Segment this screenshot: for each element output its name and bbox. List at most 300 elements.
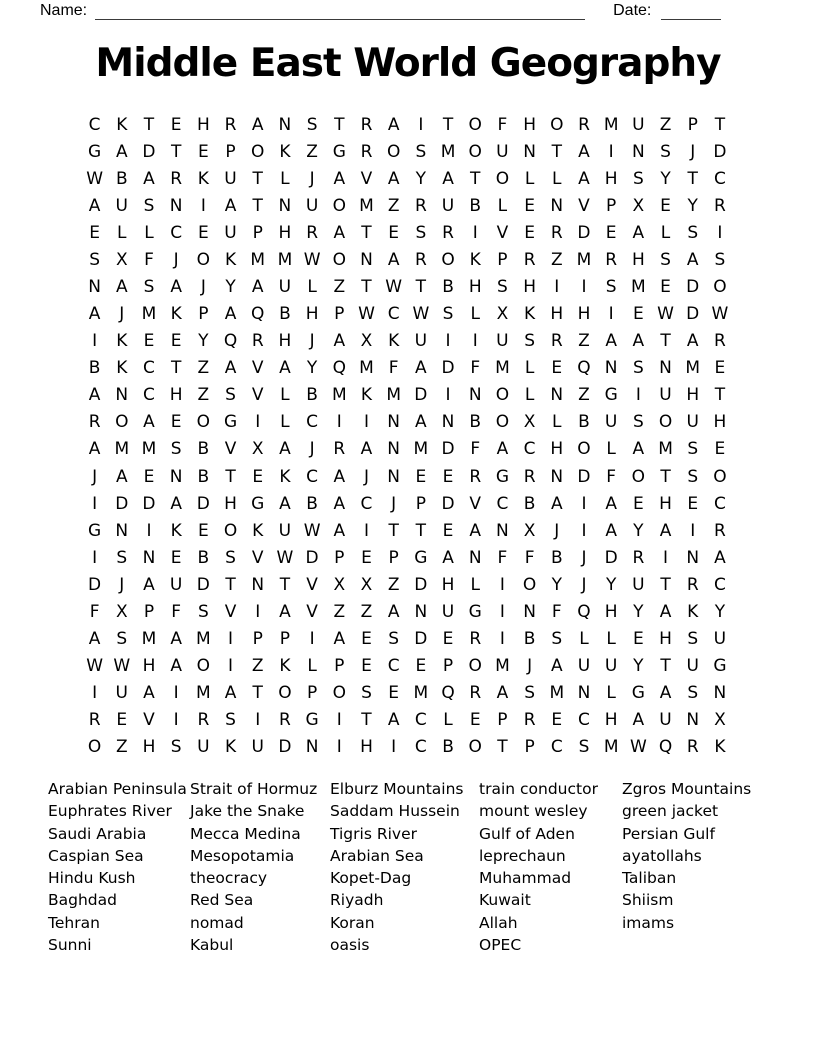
word-list-item: Kabul: [190, 936, 234, 955]
grid-letter: C: [387, 656, 400, 677]
grid-letter: V: [306, 601, 318, 622]
grid-letter: H: [468, 277, 482, 297]
grid-letter: E: [442, 466, 454, 487]
grid-letter: S: [225, 547, 236, 568]
grid-letter: Y: [633, 520, 644, 541]
grid-letter: A: [333, 331, 346, 352]
grid-letter: N: [659, 358, 672, 379]
grid-letter: O: [522, 574, 537, 595]
grid-letter: D: [686, 304, 700, 325]
grid-letter: A: [88, 629, 101, 650]
grid-letter: I: [309, 629, 315, 650]
grid-letter: J: [309, 331, 315, 352]
grid-letter: T: [170, 141, 182, 162]
grid-letter: O: [332, 249, 346, 270]
grid-letter: N: [278, 195, 292, 216]
grid-letter: A: [387, 168, 400, 189]
grid-letter: F: [497, 547, 508, 568]
grid-letter: T: [170, 358, 182, 379]
grid-letter: U: [441, 195, 455, 216]
word-list-item: train conductor: [479, 780, 598, 798]
grid-letter: G: [305, 710, 319, 731]
grid-letter: R: [523, 710, 536, 731]
grid-letter: F: [171, 601, 182, 622]
grid-letter: V: [224, 439, 237, 460]
grid-letter: S: [551, 629, 563, 650]
grid-letter: L: [552, 412, 562, 433]
grid-letter: P: [252, 222, 263, 243]
word-list-item: Elburz Mountains: [330, 780, 464, 798]
grid-letter: T: [660, 466, 671, 487]
grid-letter: A: [442, 547, 454, 568]
grid-letter: D: [88, 574, 102, 595]
grid-letter: I: [717, 222, 723, 243]
grid-letter: M: [603, 737, 619, 758]
grid-letter: O: [115, 412, 129, 433]
grid-letter: U: [577, 656, 591, 677]
grid-letter: S: [660, 141, 671, 162]
grid-letter: A: [333, 629, 346, 650]
grid-letter: W: [711, 304, 729, 325]
word-list-item: leprechaun: [479, 846, 566, 865]
grid-letter: C: [713, 574, 726, 595]
grid-letter: T: [143, 114, 155, 135]
grid-letter: B: [523, 493, 536, 514]
name-blank-line: [95, 3, 585, 20]
grid-letter: V: [143, 710, 155, 731]
grid-letter: A: [469, 520, 482, 541]
grid-letter: W: [113, 656, 131, 677]
grid-letter: I: [472, 331, 478, 352]
grid-letter: D: [577, 466, 591, 487]
grid-letter: A: [550, 656, 563, 677]
grid-letter: V: [469, 493, 482, 514]
grid-letter: C: [414, 710, 427, 731]
grid-letter: A: [115, 141, 128, 162]
grid-letter: W: [86, 168, 103, 189]
grid-letter: S: [170, 737, 182, 758]
grid-letter: N: [604, 358, 618, 379]
grid-letter: R: [224, 114, 237, 135]
grid-letter: Q: [577, 358, 591, 379]
grid-letter: J: [363, 466, 369, 487]
grid-letter: H: [523, 114, 536, 135]
grid-letter: W: [303, 249, 321, 270]
word-list-column: [622, 778, 751, 956]
grid-letter: N: [577, 683, 591, 704]
grid-letter: C: [713, 168, 726, 189]
grid-letter: E: [89, 222, 100, 243]
word-list-item: theocracy: [190, 869, 268, 888]
grid-letter: H: [550, 439, 564, 460]
grid-letter: R: [88, 412, 101, 433]
grid-letter: E: [469, 710, 481, 731]
grid-letter: K: [279, 656, 291, 677]
grid-letter: P: [497, 710, 508, 731]
grid-letter: R: [469, 466, 482, 487]
grid-letter: G: [495, 466, 509, 487]
grid-letter: U: [713, 629, 727, 650]
grid-letter: U: [686, 656, 699, 677]
grid-letter: M: [250, 249, 266, 270]
grid-letter: N: [550, 385, 564, 406]
grid-letter: T: [660, 574, 671, 595]
grid-letter: S: [116, 629, 128, 650]
grid-letter: X: [714, 710, 726, 731]
grid-letter: H: [686, 385, 700, 406]
grid-letter: Y: [551, 574, 562, 595]
grid-letter: N: [278, 114, 292, 135]
grid-letter: H: [604, 710, 618, 731]
grid-letter: E: [442, 520, 454, 541]
grid-letter: P: [442, 656, 454, 677]
grid-letter: O: [87, 737, 102, 758]
grid-letter: B: [306, 385, 318, 406]
grid-letter: S: [524, 331, 535, 352]
grid-letter: T: [252, 168, 263, 189]
grid-letter: L: [552, 168, 562, 189]
grid-letter: M: [440, 141, 456, 162]
grid-letter: R: [550, 222, 563, 243]
grid-letter: H: [659, 629, 672, 650]
word-list-item: Allah: [479, 913, 518, 932]
grid-letter: X: [523, 520, 536, 541]
grid-letter: M: [331, 385, 347, 406]
grid-letter: S: [143, 195, 155, 216]
word-list: [48, 778, 751, 956]
grid-letter: O: [468, 141, 482, 162]
grid-letter: B: [469, 195, 482, 216]
grid-letter: O: [713, 466, 727, 487]
grid-letter: G: [88, 520, 102, 541]
grid-letter: I: [228, 656, 234, 677]
grid-letter: T: [442, 114, 454, 135]
word-search-grid: [81, 111, 734, 761]
grid-letter: I: [635, 385, 641, 406]
grid-letter: N: [523, 141, 536, 162]
grid-letter: Z: [333, 601, 346, 622]
grid-letter: E: [442, 629, 454, 650]
grid-letter: B: [442, 277, 454, 297]
grid-letter: E: [197, 141, 209, 162]
grid-letter: A: [333, 520, 346, 541]
grid-letter: I: [391, 737, 397, 758]
grid-letter: R: [578, 114, 590, 135]
worksheet-header: [40, 0, 740, 20]
grid-letter: W: [303, 520, 321, 541]
grid-letter: I: [445, 385, 451, 406]
grid-letter: J: [119, 304, 125, 325]
grid-letter: F: [606, 466, 617, 487]
grid-letter: O: [468, 737, 482, 758]
grid-letter: V: [224, 601, 237, 622]
grid-letter: S: [442, 304, 454, 325]
grid-letter: H: [224, 493, 237, 514]
grid-letter: I: [581, 520, 587, 541]
grid-letter: I: [92, 493, 98, 514]
grid-letter: U: [659, 385, 672, 406]
grid-letter: M: [549, 683, 565, 704]
grid-letter: N: [305, 737, 319, 758]
grid-letter: D: [115, 493, 129, 514]
grid-letter: A: [496, 439, 509, 460]
grid-letter: T: [551, 141, 562, 162]
grid-letter: I: [472, 222, 478, 243]
grid-letter: I: [200, 195, 206, 216]
grid-letter: V: [251, 547, 264, 568]
grid-letter: A: [88, 195, 101, 216]
grid-letter: N: [414, 601, 428, 622]
grid-letter: S: [524, 683, 535, 704]
grid-letter: P: [198, 304, 209, 325]
grid-letter: O: [631, 466, 646, 487]
grid-letter: A: [659, 601, 672, 622]
grid-letter: R: [686, 737, 699, 758]
grid-letter: X: [632, 195, 645, 216]
grid-letter: S: [415, 222, 427, 243]
grid-letter: H: [169, 385, 183, 406]
grid-letter: U: [414, 331, 428, 352]
grid-letter: E: [197, 222, 209, 243]
grid-letter: I: [554, 277, 560, 297]
grid-letter: J: [309, 168, 315, 189]
grid-letter: S: [660, 249, 671, 270]
grid-letter: S: [497, 277, 508, 297]
grid-letter: L: [144, 222, 154, 243]
grid-letter: C: [88, 114, 101, 135]
grid-letter: E: [415, 656, 427, 677]
word-list-item: mount wesley: [479, 802, 588, 821]
grid-letter: B: [306, 493, 318, 514]
grid-letter: I: [92, 331, 98, 352]
grid-letter: N: [88, 277, 101, 297]
grid-letter: J: [173, 249, 179, 270]
grid-letter: A: [360, 439, 373, 460]
grid-letter: V: [306, 574, 318, 595]
grid-letter: H: [360, 737, 373, 758]
grid-letter: E: [388, 683, 400, 704]
grid-letter: O: [196, 249, 211, 270]
grid-letter: C: [578, 710, 590, 731]
grid-letter: U: [496, 141, 509, 162]
grid-letter: T: [361, 222, 372, 243]
grid-letter: Z: [333, 277, 346, 297]
grid-letter: T: [361, 710, 372, 731]
grid-letter: Y: [198, 331, 209, 352]
grid-letter: D: [142, 141, 156, 162]
word-list-item: Baghdad: [48, 891, 117, 910]
grid-letter: T: [334, 114, 345, 135]
grid-letter: Z: [197, 385, 210, 406]
grid-letter: I: [336, 412, 342, 433]
grid-letter: K: [197, 168, 209, 189]
grid-letter: F: [551, 601, 562, 622]
grid-letter: A: [143, 412, 155, 433]
grid-letter: A: [686, 249, 699, 270]
grid-letter: P: [606, 195, 617, 216]
grid-letter: R: [170, 168, 183, 189]
grid-letter: V: [578, 195, 590, 216]
grid-letter: U: [278, 520, 292, 541]
grid-letter: S: [578, 737, 590, 758]
grid-letter: B: [88, 358, 101, 379]
grid-letter: I: [499, 629, 505, 650]
grid-letter: Z: [197, 358, 210, 379]
grid-letter: P: [252, 629, 263, 650]
grid-letter: I: [690, 520, 696, 541]
grid-letter: I: [228, 629, 234, 650]
word-list-item: Persian Gulf: [622, 824, 715, 843]
grid-letter: T: [714, 114, 726, 135]
grid-letter: A: [605, 520, 617, 541]
grid-letter: A: [115, 466, 128, 487]
word-list-item: Euphrates River: [48, 802, 172, 821]
grid-letter: I: [173, 710, 179, 731]
grid-letter: A: [442, 168, 454, 189]
grid-letter: A: [224, 683, 237, 704]
grid-letter: O: [495, 168, 510, 189]
grid-letter: Y: [633, 601, 644, 622]
grid-letter: Q: [441, 683, 455, 704]
grid-letter: A: [170, 629, 182, 650]
grid-letter: R: [605, 249, 618, 270]
grid-letter: X: [333, 574, 346, 595]
grid-letter: T: [388, 520, 399, 541]
grid-letter: I: [581, 493, 587, 514]
grid-letter: J: [581, 547, 587, 568]
grid-letter: N: [713, 683, 727, 704]
grid-letter: M: [413, 439, 429, 460]
grid-letter: D: [278, 737, 292, 758]
grid-letter: J: [309, 439, 315, 460]
grid-letter: D: [441, 439, 455, 460]
grid-letter: A: [550, 493, 563, 514]
grid-letter: D: [441, 493, 455, 514]
grid-letter: A: [143, 574, 155, 595]
grid-letter: L: [606, 439, 616, 460]
grid-letter: D: [713, 141, 727, 162]
word-list-column: [330, 778, 479, 956]
grid-letter: S: [89, 249, 100, 270]
grid-letter: M: [413, 683, 429, 704]
grid-letter: U: [224, 168, 237, 189]
grid-letter: I: [418, 114, 424, 135]
grid-letter: T: [252, 683, 263, 704]
grid-letter: A: [632, 439, 645, 460]
grid-letter: K: [388, 331, 400, 352]
grid-letter: N: [360, 249, 373, 270]
grid-letter: N: [387, 412, 401, 433]
grid-letter: G: [414, 547, 428, 568]
grid-letter: U: [197, 737, 210, 758]
grid-letter: N: [550, 466, 564, 487]
grid-letter: N: [115, 520, 129, 541]
grid-letter: S: [143, 277, 155, 297]
grid-letter: O: [441, 249, 455, 270]
grid-letter: M: [114, 439, 130, 460]
grid-letter: E: [660, 195, 671, 216]
grid-letter: V: [496, 222, 509, 243]
grid-letter: A: [224, 358, 237, 379]
grid-letter: M: [359, 195, 374, 216]
grid-letter: Z: [578, 331, 590, 352]
grid-letter: J: [527, 656, 533, 677]
grid-letter: T: [225, 574, 236, 595]
word-list-item: Mecca Medina: [190, 824, 301, 843]
grid-letter: S: [687, 683, 699, 704]
word-list-column: [48, 778, 190, 956]
grid-letter: U: [686, 412, 699, 433]
grid-letter: K: [170, 520, 182, 541]
grid-letter: N: [387, 439, 401, 460]
date-blank-line: [661, 3, 721, 20]
grid-letter: Y: [633, 656, 644, 677]
grid-letter: R: [442, 222, 454, 243]
grid-letter: E: [632, 493, 644, 514]
grid-letter: S: [687, 629, 699, 650]
grid-letter: Y: [660, 168, 671, 189]
grid-letter: R: [333, 439, 346, 460]
grid-letter: G: [468, 601, 482, 622]
grid-letter: E: [361, 656, 372, 677]
grid-letter: X: [523, 412, 536, 433]
grid-letter: L: [606, 629, 616, 650]
grid-letter: X: [251, 439, 264, 460]
grid-letter: A: [279, 601, 291, 622]
grid-letter: U: [441, 601, 455, 622]
word-list-item: Caspian Sea: [48, 846, 144, 865]
grid-letter: N: [169, 466, 183, 487]
grid-letter: K: [224, 249, 237, 270]
grid-letter: R: [714, 520, 726, 541]
word-list-item: OPEC: [479, 936, 522, 955]
grid-letter: O: [495, 385, 510, 406]
grid-letter: O: [386, 141, 401, 162]
grid-letter: O: [468, 656, 482, 677]
grid-letter: A: [632, 710, 645, 731]
grid-letter: N: [686, 547, 700, 568]
word-list-item: Strait of Hormuz: [190, 780, 318, 798]
grid-letter: A: [88, 385, 101, 406]
word-list-item: Zgros Mountains: [622, 780, 752, 798]
grid-letter: K: [170, 304, 182, 325]
grid-letter: U: [632, 114, 645, 135]
grid-letter: S: [632, 168, 644, 189]
date-label: Date:: [613, 2, 652, 19]
grid-letter: E: [605, 222, 617, 243]
grid-letter: N: [441, 412, 455, 433]
grid-letter: D: [414, 629, 428, 650]
name-label: Name:: [40, 2, 88, 19]
grid-letter: E: [524, 222, 535, 243]
grid-letter: O: [550, 114, 564, 135]
grid-letter: E: [632, 304, 644, 325]
grid-letter: U: [115, 195, 128, 216]
word-list-item: nomad: [190, 913, 244, 932]
grid-letter: M: [495, 656, 510, 677]
grid-letter: A: [686, 331, 699, 352]
grid-letter: I: [336, 737, 342, 758]
grid-letter: R: [279, 710, 291, 731]
grid-letter: E: [388, 222, 400, 243]
grid-letter: E: [660, 277, 671, 297]
grid-letter: E: [170, 331, 182, 352]
grid-letter: R: [714, 195, 726, 216]
grid-letter: N: [468, 385, 482, 406]
word-list-item: ayatollahs: [622, 846, 702, 865]
grid-letter: B: [197, 466, 210, 487]
word-list-item: Jake the Snake: [190, 802, 305, 821]
